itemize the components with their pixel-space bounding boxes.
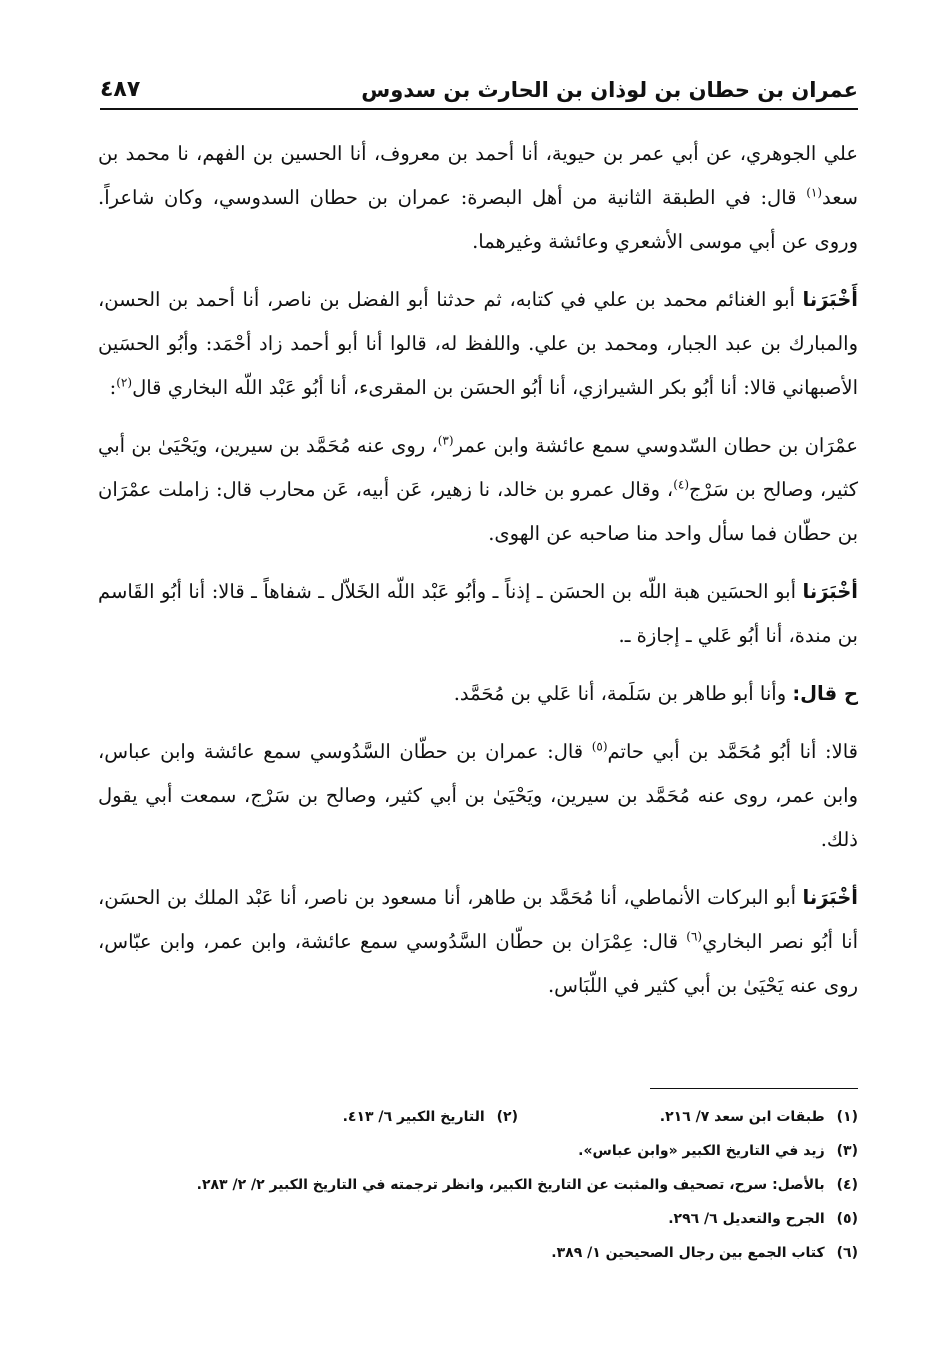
paragraph-text: : [109,376,117,399]
paragraph [98,424,858,556]
paragraph-text: أبو الحسَين هبة اللّه بن الحسَن ـ إذناً ـ وأبُو عَبْد اللّه الخَلاّل ـ شفاهاً ـ قالا: أنا أبُو القَاسم بن مندة، أنا أبُو عَلي ـ إجازة ـ. [98,580,858,647]
paragraph-text: أبو الغنائم محمد بن علي في كتابه، ثم حدثنا أبو الفضل بن ناصر، أنا أحمد بن الحسن، والمبارك بن عبد الجبار، ومحمد بن علي. واللفظ له، قالوا أنا أبو أحمد زاد أحْمَد: وأبُو الحسَين الأصبهاني قالا: أنا أبُو بكر الشيرازي، أنا أبُو الحسَن بن المقرىء، أنا أبُو عَبْد اللّه البخاري قال [98,288,858,399]
paragraph-text: وأنا أبو طاهر بن سَلَمة، أنا عَلي بن مُحَمَّد. [453,682,793,705]
footnote [98,1134,858,1168]
paragraph-text: أبو البركات الأنماطي، أنا مُحَمَّد بن طاهر، أنا مسعود بن ناصر، أنا عَبْد الملك بن الحسَن، أنا أبُو نصر البخاري [98,886,858,953]
paragraph-lead-word: أخْبَرَنا [802,886,858,909]
footnote-text: الجرح والتعديل ٦/ ٢٩٦. [668,1211,825,1227]
paragraph [98,672,858,716]
main-text [98,132,858,1022]
paragraph-lead-word: أخْبَرَنا [802,580,858,603]
paragraph-text: قال: في الطبقة الثانية من أهل البصرة: عمران بن حطان السدوسي، وكان شاعراً. وروى عن أبي موسى الأشعري وعائشة وغيرهما. [98,186,858,253]
paragraph-text: قال: عمران بن حطّان السَّدُوسي سمع عائشة وابن عباس، وابن عمر، روى عنه مُحَمَّد بن سيرين، ويَحْيَىٰ بن أبي كثير، وصالح بن سَرْج، سمعت أبي يقول ذلك. [98,740,858,851]
page-number: ٤٨٧ [100,77,141,102]
footnote-text: كتاب الجمع بين رجال الصحيحين ١/ ٣٨٩. [551,1245,825,1261]
footnote-number: (٥) [836,1211,858,1227]
footnote-text: طبقات ابن سعد ٧/ ٢١٦. [659,1109,825,1125]
paragraph-text: قال: عِمْرَان بن حطّان السَّدُوسي سمع عائشة، وابن عمر، وابن عبّاس، روى عنه يَحْيَىٰ بن أبي كثير في اللّبَاس. [98,930,858,997]
footnote-divider [650,1088,858,1089]
footnote-number: (٤) [836,1177,858,1193]
page-header [100,62,858,110]
paragraph-text: علي الجوهري، عن أبي عمر بن حيوية، أنا أحمد بن معروف، أنا الحسين بن الفهم، نا محمد بن سعد [98,142,858,209]
paragraph [98,730,858,862]
footnote-row [98,1100,858,1134]
paragraph [98,278,858,410]
footnote-reference: (٢) [116,375,133,390]
paragraph-text: عمْرَان بن حطان السّدوسي سمع عائشة وابن عمر [453,434,858,457]
paragraph [98,132,858,264]
paragraph [98,876,858,1008]
footnote-text: بالأصل: سرح، تصحيف والمثبت عن التاريخ الكبير، وانظر ترجمته في التاريخ الكبير ٢/ ٢/ ٢٨٣. [196,1177,825,1193]
footnote [98,1202,858,1236]
footnote-reference: (٤) [673,477,690,492]
footnote-text: زيد في التاريخ الكبير «وابن عباس». [578,1143,825,1159]
footnote-number: (١) [836,1109,858,1125]
footnotes [98,1100,858,1270]
paragraph [98,570,858,658]
paragraph-lead-word: ح قال: [792,682,858,705]
paragraph-text: قالا: أنا أبُو مُحَمَّد بن أبي حاتم [607,740,858,763]
footnote-text: التاريخ الكبير ٦/ ٤١٣. [342,1109,485,1125]
footnote [98,1236,858,1270]
footnote-reference: (٣) [437,433,454,448]
footnote [343,1100,518,1134]
footnote [518,1100,858,1134]
footnote [98,1168,858,1202]
footnote-number: (٦) [836,1245,858,1261]
footnote-reference: (١) [806,185,823,200]
paragraph-text: ، وقال عمرو بن خالد، نا زهير، عَن أبيه، عَن محارب قال: زاملت عمْرَان بن حطّان فما سأل واحد منا صاحبه عن الهوى. [98,478,858,545]
footnote-reference: (٦) [686,929,703,944]
paragraph-lead-word: أَخْبَرَنا [802,288,858,311]
running-title: عمران بن حطان بن لوذان بن الحارث بن سدوس [361,78,858,102]
footnote-number: (٢) [496,1109,518,1125]
footnote-number: (٣) [836,1143,858,1159]
footnote-reference: (٥) [591,739,608,754]
paragraph-text: ، روى عنه مُحَمَّد بن سيرين، ويَحْيَىٰ بن أبي كثير، وصالح بن سَرْج [98,434,858,501]
